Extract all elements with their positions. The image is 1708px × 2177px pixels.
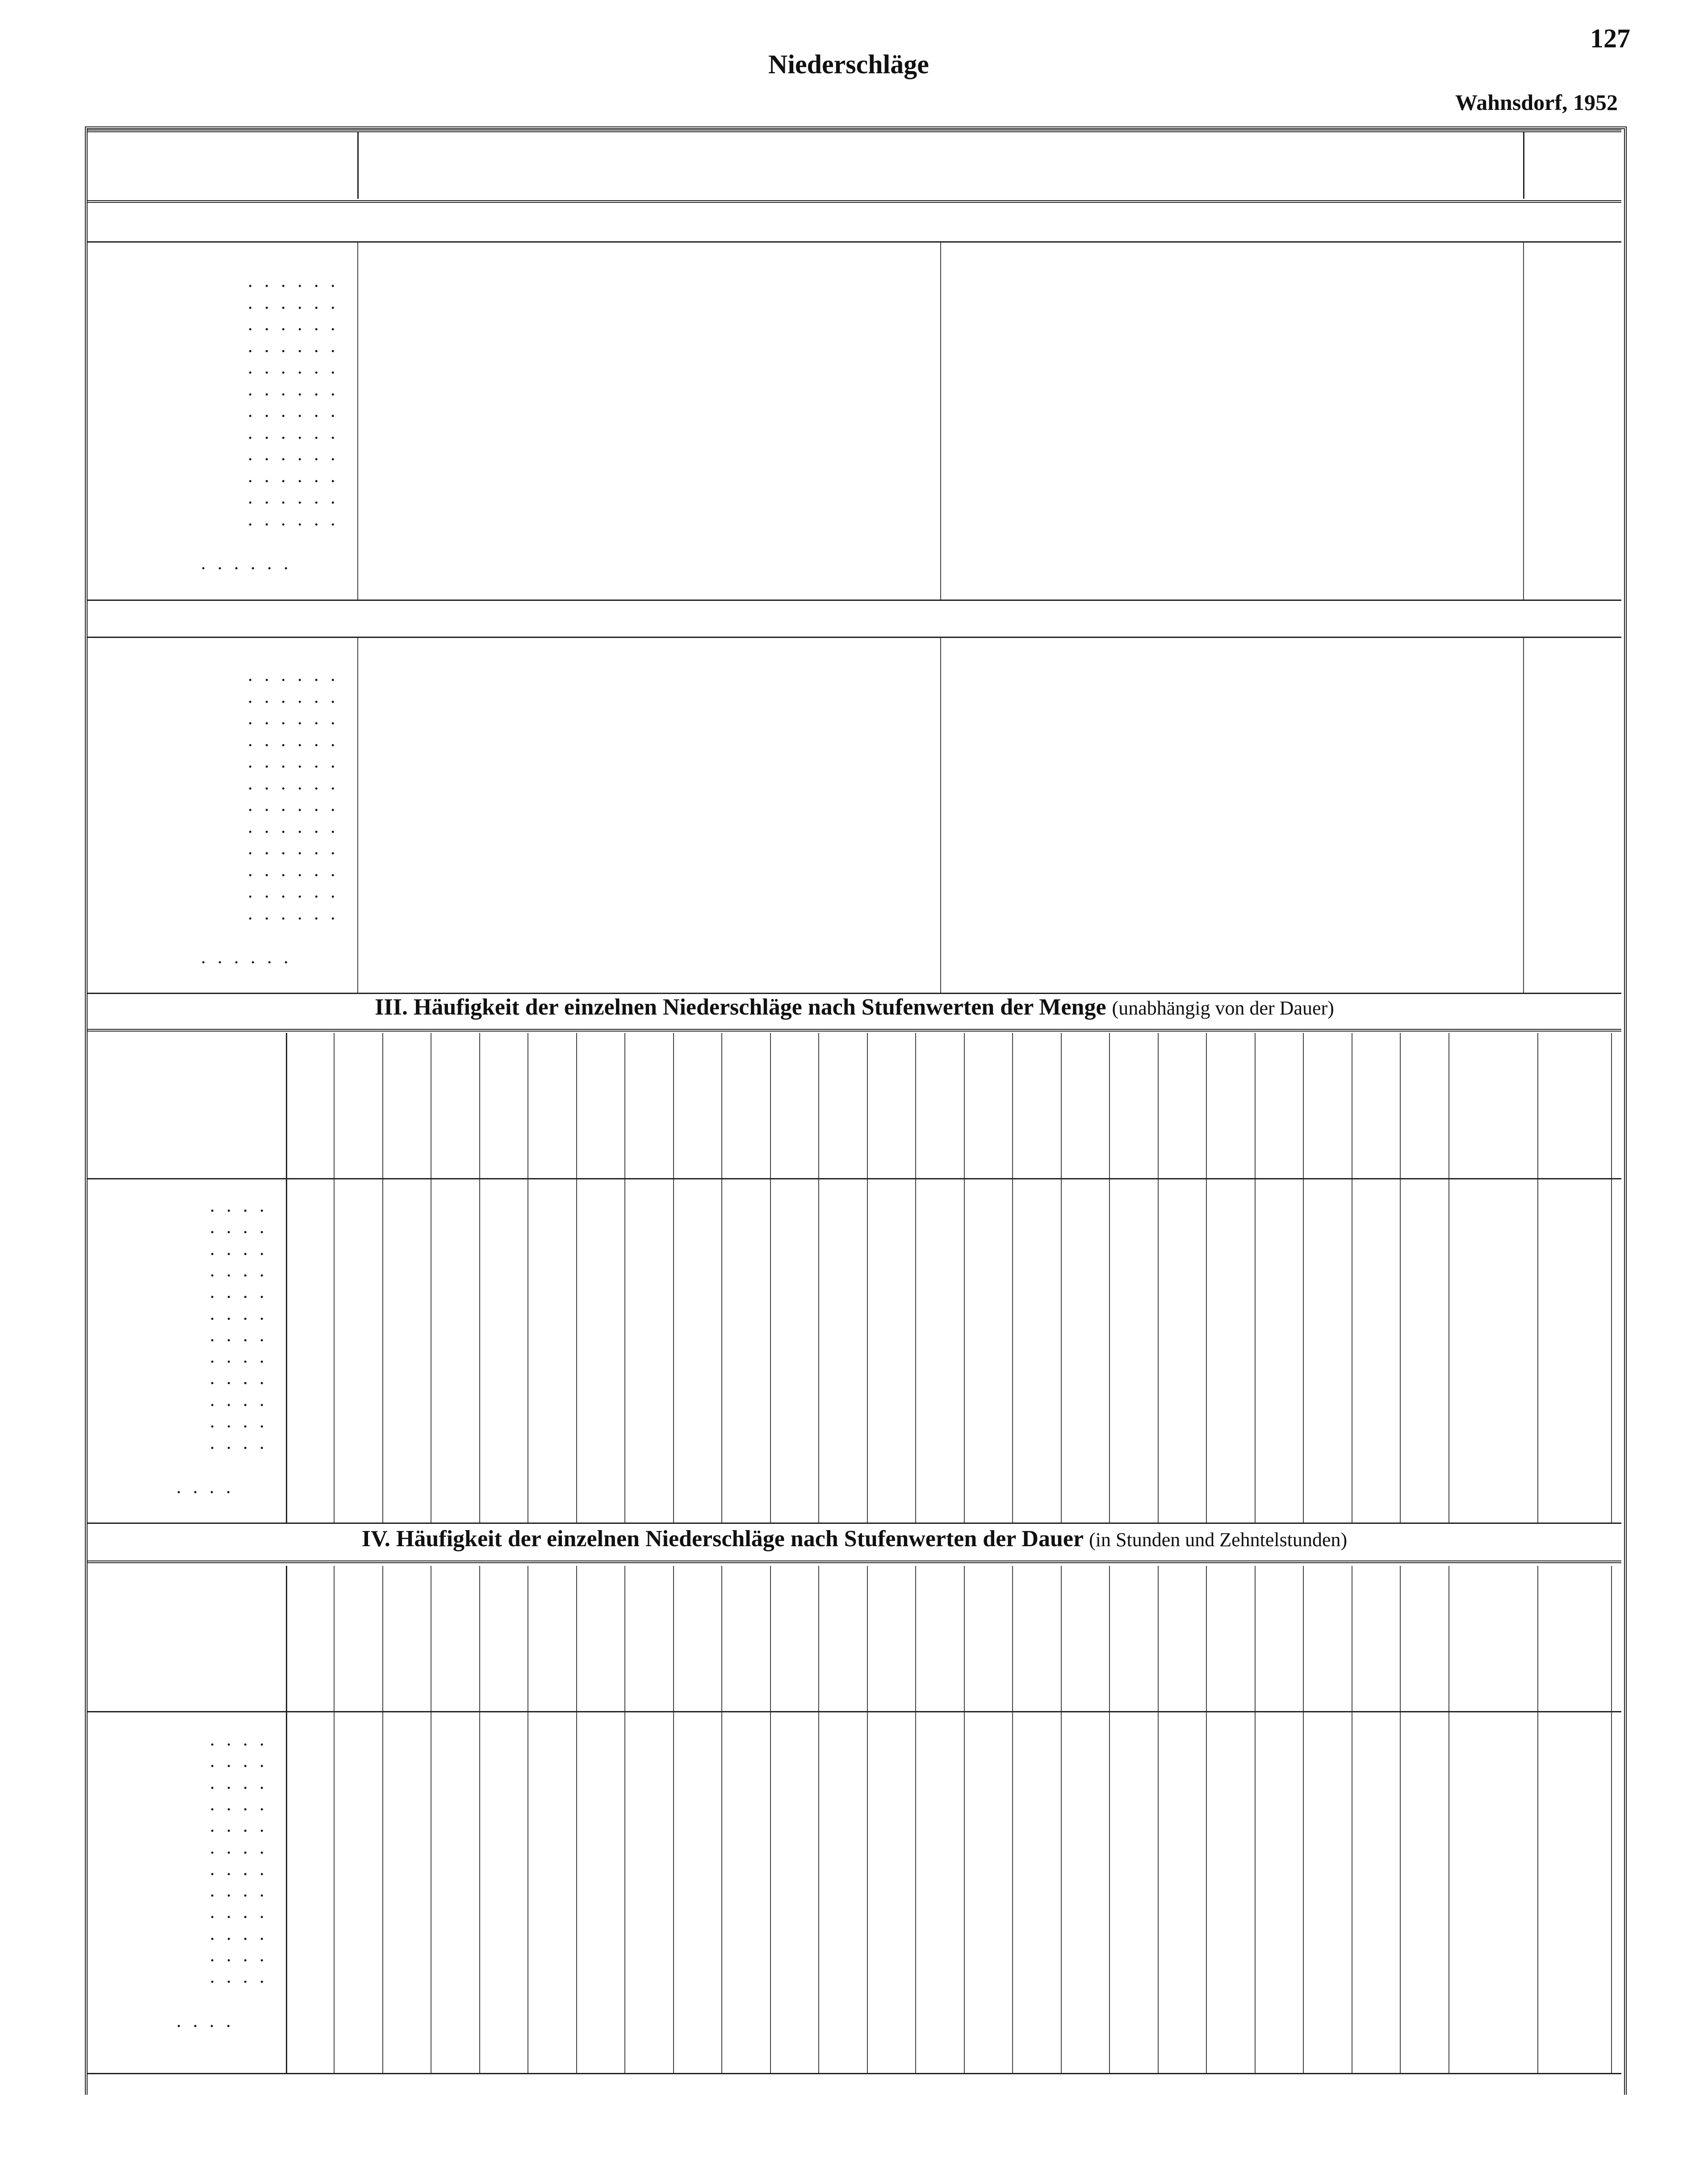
col-sep: [964, 1033, 965, 1523]
month-dots: . . . . . .: [248, 665, 339, 685]
col-sep: [1537, 1566, 1538, 2073]
month-dots: . . . .: [210, 1923, 268, 1944]
col-sep: [527, 1566, 528, 2073]
col-sep: [1206, 1566, 1207, 2073]
col-sep: [673, 1033, 674, 1523]
year-dots: . . . .: [176, 2010, 234, 2031]
month-dots: . . . . . .: [248, 860, 339, 881]
page-title: Niederschläge: [768, 50, 929, 79]
month-dots: . . . . . .: [248, 751, 339, 772]
col-sep: [1611, 1033, 1612, 1523]
month-dots: . . . .: [210, 1260, 268, 1281]
col-sep: [915, 1033, 916, 1523]
mid-sep-s2: [940, 638, 941, 993]
page-number: 127: [1590, 24, 1630, 53]
month-dots: . . . . . .: [248, 271, 339, 291]
month-dots: . . . . . .: [248, 422, 339, 443]
col-sep: [1255, 1566, 1256, 2073]
col-sep: [1303, 1033, 1304, 1523]
month-dots: . . . .: [210, 1902, 268, 1923]
section-rule-s1: [88, 241, 1621, 243]
col-sep: [1537, 1033, 1538, 1523]
month-dots: . . . .: [210, 1880, 268, 1901]
month-dots: . . . . . .: [248, 773, 339, 794]
month-dots: . . . . . .: [248, 730, 339, 751]
col-sep: [1611, 1566, 1612, 2073]
month-dots: . . . . . .: [248, 708, 339, 729]
sum-sep-s1: [1523, 243, 1524, 600]
month-dots: . . . . . .: [248, 314, 339, 335]
col-sep: [770, 1033, 771, 1523]
month-dots: . . . . . .: [248, 686, 339, 707]
section-end-s1: [88, 600, 1621, 601]
month-dots: . . . .: [210, 1195, 268, 1216]
hdr-sep-month: [357, 132, 359, 199]
col-sep: [1109, 1566, 1110, 2073]
month-dots: . . . . . .: [248, 509, 339, 530]
header-rule-s3: [88, 1178, 1621, 1179]
month-dots: . . . .: [210, 1411, 268, 1432]
section-rule-s4: [88, 1560, 1621, 1563]
col-sep: [721, 1033, 722, 1523]
month-dots: . . . . . .: [248, 401, 339, 421]
month-dots: . . . . . .: [248, 816, 339, 837]
col-sep: [721, 1566, 722, 2073]
section-title-s4: [88, 1526, 1621, 1552]
month-sep-s3: [286, 1033, 287, 1523]
header-rule-s4: [88, 1711, 1621, 1712]
col-sep: [624, 1566, 625, 2073]
col-sep: [576, 1566, 577, 2073]
month-dots: . . . . . .: [248, 336, 339, 357]
col-sep: [527, 1033, 528, 1523]
col-sep: [770, 1566, 771, 2073]
year-dots: . . . . . .: [201, 553, 292, 574]
col-sep: [334, 1033, 335, 1523]
col-sep: [1303, 1566, 1304, 2073]
hdr-sep-sum: [1523, 132, 1524, 199]
sum-sep-s2: [1523, 638, 1524, 993]
header-bottom-rule: [88, 200, 1621, 203]
month-dots: . . . .: [210, 1967, 268, 1988]
section-title-s3: [88, 994, 1621, 1020]
col-sep: [915, 1566, 916, 2073]
month-dots: . . . .: [210, 1945, 268, 1966]
month-dots: . . . .: [210, 1217, 268, 1238]
col-sep: [867, 1033, 868, 1523]
col-sep: [1061, 1033, 1062, 1523]
col-sep: [334, 1566, 335, 2073]
col-sep: [1400, 1566, 1401, 2073]
col-sep: [382, 1033, 383, 1523]
col-sep: [867, 1566, 868, 2073]
year-dots: . . . .: [176, 1477, 234, 1497]
section-title-text: III. Häufigkeit der einzelnen Niederschläge nach Stufenwerten der Menge: [375, 994, 1106, 1020]
month-dots: . . . .: [210, 1389, 268, 1410]
col-sep: [1158, 1566, 1159, 2073]
month-dots: . . . .: [210, 1772, 268, 1793]
month-dots: . . . . . .: [248, 795, 339, 815]
section-title-text: IV. Häufigkeit der einzelnen Niederschläge nach Stufenwerten der Dauer: [361, 1526, 1084, 1552]
month-dots: . . . . . .: [248, 466, 339, 487]
month-dots: . . . .: [210, 1837, 268, 1858]
month-dots: . . . .: [210, 1729, 268, 1750]
month-dots: . . . . . .: [248, 444, 339, 465]
col-sep: [818, 1033, 819, 1523]
section-rule-s3: [88, 1029, 1621, 1032]
month-dots: . . . . . .: [248, 881, 339, 902]
col-sep: [479, 1566, 480, 2073]
col-sep: [1206, 1033, 1207, 1523]
section-rule-s2: [88, 637, 1621, 638]
month-dots: . . . . . .: [248, 487, 339, 508]
col-sep: [673, 1566, 674, 2073]
col-sep: [1061, 1566, 1062, 2073]
month-dots: . . . .: [210, 1433, 268, 1454]
col-sep: [1012, 1033, 1013, 1523]
month-dots: . . . .: [210, 1238, 268, 1259]
col-sep: [382, 1566, 383, 2073]
section-end-s3: [88, 1523, 1621, 1524]
month-dots: . . . .: [210, 1794, 268, 1815]
top-rule: [88, 130, 1621, 132]
col-sep: [1448, 1033, 1449, 1523]
col-sep: [479, 1033, 480, 1523]
month-sep-s4: [286, 1566, 287, 2073]
month-dots: . . . .: [210, 1282, 268, 1303]
month-dots: . . . . . .: [248, 903, 339, 924]
col-sep: [964, 1566, 965, 2073]
month-dots: . . . .: [210, 1751, 268, 1772]
col-sep: [1255, 1033, 1256, 1523]
col-sep: [576, 1033, 577, 1523]
col-sep: [1400, 1033, 1401, 1523]
month-sep-s2: [357, 638, 358, 993]
month-dots: . . . . . .: [248, 357, 339, 378]
month-sep-s1: [357, 243, 358, 600]
month-dots: . . . .: [210, 1346, 268, 1367]
col-sep: [1109, 1033, 1110, 1523]
mid-sep-s1: [940, 243, 941, 600]
year-dots: . . . . . .: [201, 947, 292, 968]
col-sep: [624, 1033, 625, 1523]
month-dots: . . . .: [210, 1325, 268, 1346]
month-dots: . . . . . .: [248, 838, 339, 859]
section-end-s4: [88, 2073, 1621, 2074]
col-sep: [1158, 1033, 1159, 1523]
section-note: (in Stunden und Zehntelstunden): [1089, 1529, 1348, 1551]
section-note: (unabhängig von der Dauer): [1112, 997, 1334, 1019]
month-dots: . . . .: [210, 1368, 268, 1389]
month-dots: . . . .: [210, 1303, 268, 1324]
month-dots: . . . .: [210, 1816, 268, 1837]
col-sep: [818, 1566, 819, 2073]
month-dots: . . . . . .: [248, 379, 339, 400]
month-dots: . . . .: [210, 1858, 268, 1879]
month-dots: . . . . . .: [248, 292, 339, 313]
col-sep: [1012, 1566, 1013, 2073]
col-sep: [1448, 1566, 1449, 2073]
station-year: Wahnsdorf, 1952: [1455, 90, 1618, 115]
